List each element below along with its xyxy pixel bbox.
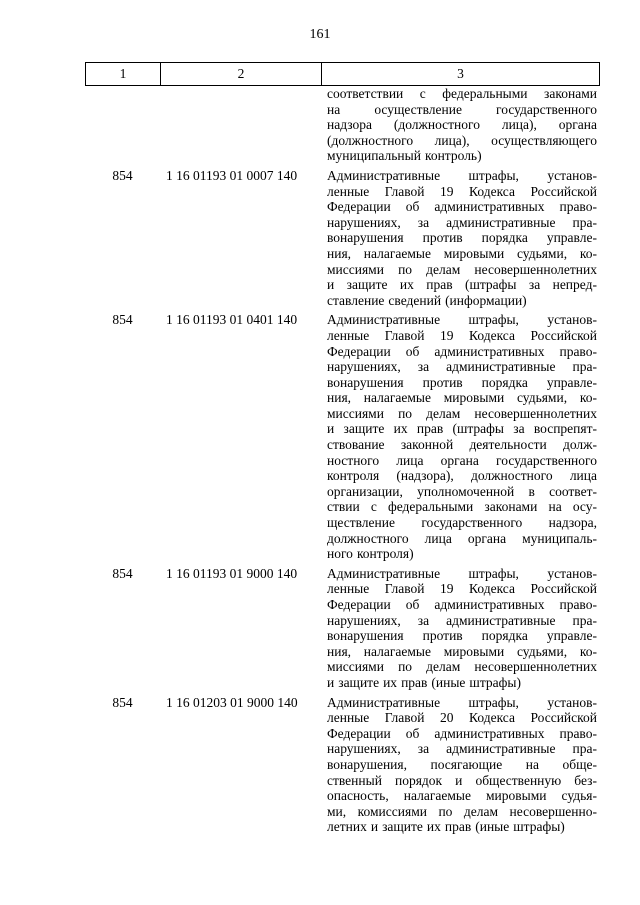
description-line xyxy=(327,726,597,742)
description-line-text: Федерации об административных право- xyxy=(327,343,597,359)
description-line-text: соответствии с федеральными законами xyxy=(327,86,597,101)
description-line-text: вонарушения против порядка управле- xyxy=(327,374,597,390)
description-line xyxy=(327,628,597,644)
description-line-text: ленные Главой 19 Кодекса Российской xyxy=(327,183,597,199)
description-line xyxy=(327,102,597,118)
admin-code-cell xyxy=(85,86,160,164)
description-line-text: Федерации об административных право- xyxy=(327,199,597,215)
description-line xyxy=(327,757,597,773)
description-line xyxy=(327,184,597,200)
admin-code-cell: 854 xyxy=(112,694,133,710)
admin-code-cell: 854 xyxy=(112,167,133,183)
description-line-text: ного контроля) xyxy=(327,546,414,562)
description-line xyxy=(327,133,597,149)
description-line-text: ленные Главой 20 Кодекса Российской xyxy=(327,710,597,726)
description-line-text: ственный порядок и общественную без- xyxy=(327,772,597,788)
description-cell xyxy=(327,312,597,562)
description-line xyxy=(327,819,597,835)
description-line xyxy=(327,117,597,133)
description-line-text: ствование законной деятельности долж- xyxy=(327,437,597,453)
description-line xyxy=(327,597,597,613)
description-line xyxy=(327,659,597,675)
description-cell xyxy=(327,566,597,691)
description-line xyxy=(327,741,597,757)
budget-code-cell: 1 16 01193 01 0007 140 xyxy=(166,167,298,183)
description-line xyxy=(327,312,597,328)
description-line xyxy=(327,421,597,437)
description-line xyxy=(327,168,597,184)
description-line-text: летних и защите их прав (иные штрафы) xyxy=(327,819,565,835)
table-body xyxy=(85,86,600,835)
description-line-text: ния, налагаемые мировыми судьями, ко- xyxy=(327,245,597,261)
description-line xyxy=(327,499,597,515)
description-line-text: и защите их прав (иные штрафы) xyxy=(327,674,521,690)
description-line-text: и защите их прав (штрафы за непред- xyxy=(327,277,597,293)
description-line-text: миссиями по делам несовершеннолетних xyxy=(327,659,597,675)
description-cell xyxy=(327,695,597,835)
description-cell xyxy=(327,168,597,308)
description-line-text: Административные штрафы, установ- xyxy=(327,694,597,710)
description-line-text: Федерации об административных право- xyxy=(327,597,597,612)
description-line xyxy=(327,406,597,422)
description-line-text: вонарушения, посягающие на обще- xyxy=(327,756,597,772)
description-line xyxy=(327,644,597,660)
description-line-text: ми, комиссиями по делам несовершенно- xyxy=(327,803,597,819)
description-line xyxy=(327,773,597,789)
table-row xyxy=(85,566,600,691)
description-cell xyxy=(327,86,597,164)
page-number: 161 xyxy=(309,27,331,42)
description-line xyxy=(327,375,597,391)
description-line xyxy=(327,484,597,500)
description-line-text: должностного лица органа муниципаль- xyxy=(327,530,597,546)
description-line xyxy=(327,546,597,562)
description-line xyxy=(327,199,597,215)
description-line xyxy=(327,230,597,246)
description-line-text: Административные штрафы, установ- xyxy=(327,167,597,183)
description-line-text: Федерации об административных право- xyxy=(327,725,597,741)
description-line xyxy=(327,437,597,453)
description-line-text: (должностного лица), осуществляющего xyxy=(327,132,597,148)
description-line xyxy=(327,675,597,691)
description-line xyxy=(327,804,597,820)
description-line-text: вонарушения против порядка управле- xyxy=(327,230,597,246)
admin-code-cell: 854 xyxy=(112,312,133,328)
description-line xyxy=(327,390,597,406)
description-line xyxy=(327,581,597,597)
description-line xyxy=(327,468,597,484)
description-line-text: ния, налагаемые мировыми судьями, ко- xyxy=(327,643,597,659)
description-line-text: Административные штрафы, установ- xyxy=(327,565,597,581)
table-header xyxy=(85,62,600,86)
description-line xyxy=(327,531,597,547)
description-line-text: контроля (надзора), должностного лица xyxy=(327,468,597,484)
description-line-text: миссиями по делам несовершеннолетних xyxy=(327,261,597,277)
description-line-text: опасность, налагаемые мировыми судья- xyxy=(327,788,597,804)
description-line-text: ствии с федеральными законами на осу- xyxy=(327,499,597,515)
description-line-text: ностного лица органа государственного xyxy=(327,452,597,468)
description-line-text: вонарушения против порядка управле- xyxy=(327,628,597,644)
header-col-2: 2 xyxy=(161,63,322,85)
description-line-text: и защите их прав (штрафы за воспрепят- xyxy=(327,421,597,437)
description-line xyxy=(327,453,597,469)
table-row xyxy=(85,695,600,835)
header-col-1: 1 xyxy=(86,63,161,85)
description-line xyxy=(327,328,597,344)
budget-code-cell xyxy=(160,86,327,164)
description-line xyxy=(327,293,597,309)
budget-code-cell: 1 16 01203 01 9000 140 xyxy=(166,694,298,710)
description-line xyxy=(327,262,597,278)
description-line-text: ставление сведений (информации) xyxy=(327,292,527,308)
admin-code-cell: 854 xyxy=(112,565,133,581)
description-line xyxy=(327,613,597,629)
description-line xyxy=(327,86,597,102)
description-line xyxy=(327,359,597,375)
description-line-text: ленные Главой 19 Кодекса Российской xyxy=(327,327,597,343)
description-line-text: ленные Главой 19 Кодекса Российской xyxy=(327,581,597,597)
description-line-text: Административные штрафы, установ- xyxy=(327,312,597,328)
description-line xyxy=(327,215,597,231)
budget-code-cell: 1 16 01193 01 0401 140 xyxy=(166,312,298,328)
header-col-3: 3 xyxy=(457,66,464,81)
description-line xyxy=(327,246,597,262)
description-line xyxy=(327,148,597,164)
description-line-text: ществление государственного надзора, xyxy=(327,515,597,531)
description-line-text: надзора (должностного лица), органа xyxy=(327,117,597,133)
description-line xyxy=(327,515,597,531)
description-line xyxy=(327,277,597,293)
description-line-text: муниципальный контроль) xyxy=(327,148,482,164)
table-row xyxy=(85,86,600,164)
table-row xyxy=(85,312,600,562)
description-line-text: нарушениях, за административные пра- xyxy=(327,741,597,757)
description-line-text: миссиями по делам несовершеннолетних xyxy=(327,405,597,421)
description-line-text: организации, уполномоченной в соответ- xyxy=(327,483,597,499)
description-line xyxy=(327,695,597,711)
description-line-text: нарушениях, за административные пра- xyxy=(327,612,597,628)
description-line xyxy=(327,344,597,360)
budget-code-cell: 1 16 01193 01 9000 140 xyxy=(166,565,298,581)
description-line-text: нарушениях, за административные пра- xyxy=(327,359,597,375)
description-line xyxy=(327,710,597,726)
description-line-text: на осуществление государственного xyxy=(327,101,597,117)
description-line-text: ния, налагаемые мировыми судьями, ко- xyxy=(327,390,597,406)
description-line-text: нарушениях, за административные пра- xyxy=(327,214,597,230)
table-row xyxy=(85,168,600,308)
description-line xyxy=(327,788,597,804)
description-line xyxy=(327,566,597,582)
